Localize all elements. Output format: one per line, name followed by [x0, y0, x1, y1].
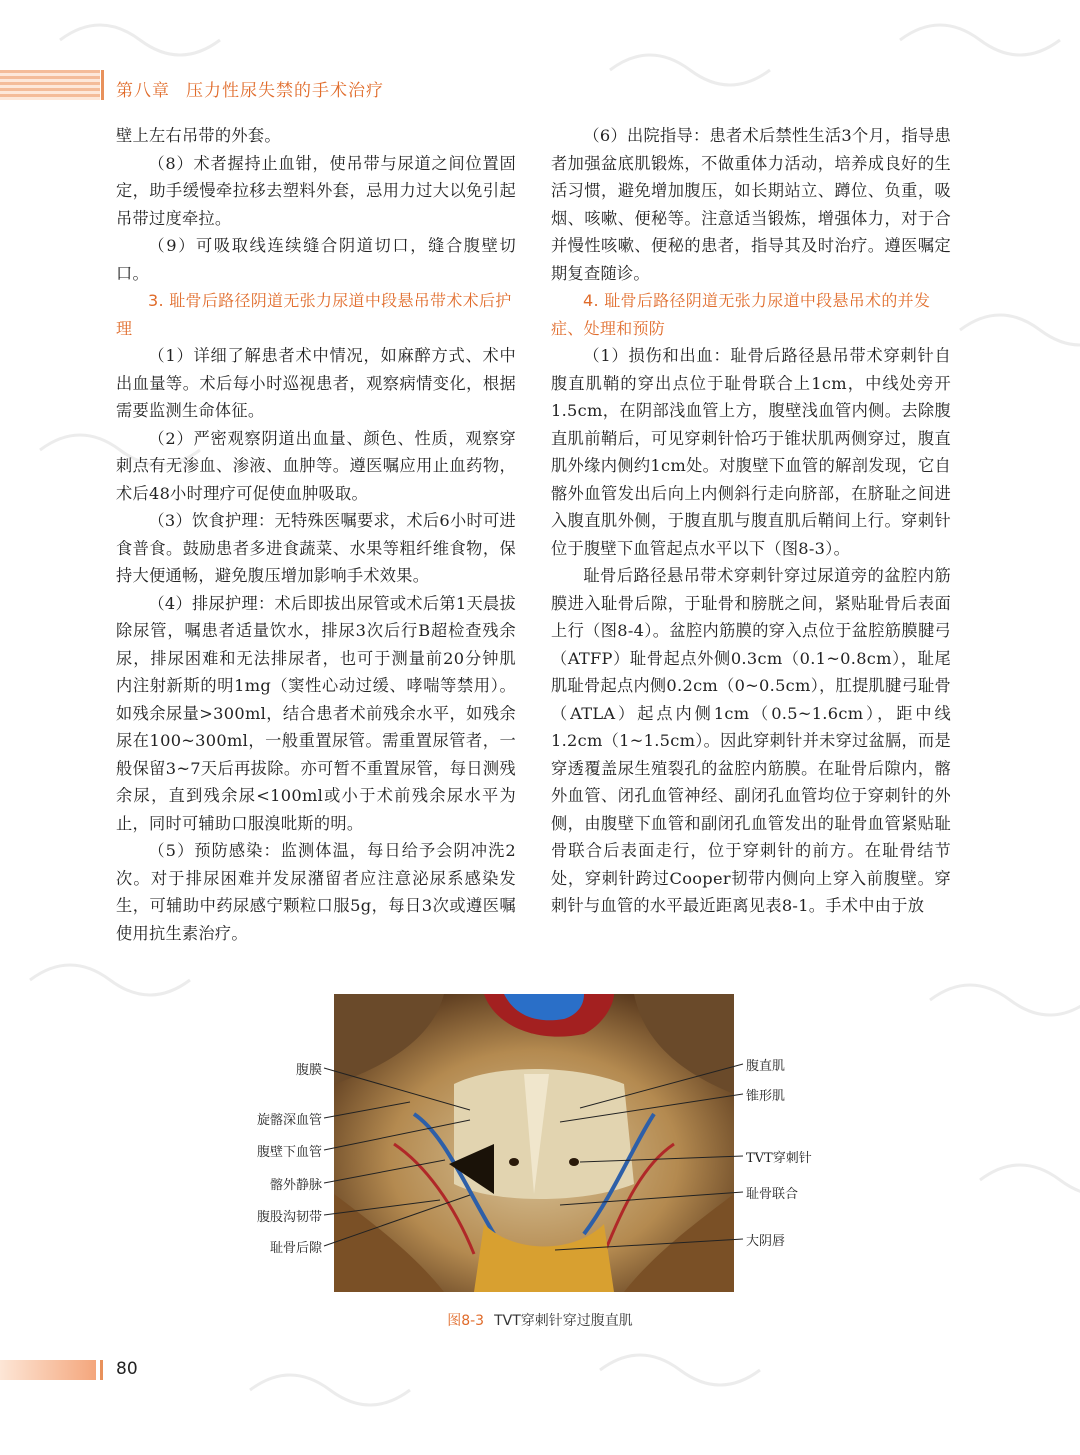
paragraph: 耻骨后路径悬吊带术穿刺针穿过尿道旁的盆腔内筋膜进入耻骨后隙，于耻骨和膀胱之间，紧贴耻骨后表面上行（图8-4）。盆腔内筋膜的穿入点位于盆腔筋膜腱弓（ATFP）耻骨起点外侧0.3cm（0.1~0.8cm），耻尾肌耻骨起点内侧0.2cm（0~0.5cm），肛提肌腱弓耻骨（ATLA）起点内侧1cm（0.5~1.6cm），距中线1.2cm（1~1.5cm）。因此穿刺针并未穿过盆膈，而是穿透覆盖尿生殖裂孔的盆腔内筋膜。在耻骨后隙内，髂外血管、闭孔血管神经、副闭孔血管均位于穿刺针的外侧，由腹壁下血管和副闭孔血管发出的耻骨血管紧贴耻骨联合后表面走行，位于穿刺针的前方。在耻骨结节处，穿刺针跨过Cooper韧带内侧向上穿入前腹壁。穿刺针与血管的水平最近距离见表8-1。手术中由于放: [551, 566, 951, 915]
figure-label-labium-majus: 大阴唇: [746, 1234, 786, 1249]
paragraph: 壁上左右吊带的外套。: [116, 126, 281, 145]
chapter-title: 压力性尿失禁的手术治疗: [186, 81, 384, 101]
figure-label-tvt-needle: TVT穿刺针: [746, 1151, 812, 1166]
paragraph: （8）术者握持止血钳，使吊带与尿道之间位置固定，助手缓慢牵拉移去塑料外套，忌用力过大以免引起吊带过度牵拉。: [116, 153, 516, 228]
paragraph: （6）出院指导：患者术后禁性生活3个月，指导患者加强盆底肌锻炼，不做重体力活动，培养成良好的生活习惯，避免增加腹压，如长期站立、蹲位、负重，吸烟、咳嗽、便秘等。注意适当锻炼，增强体力，对于合并慢性咳嗽、便秘的患者，指导其及时治疗。遵医嘱定期复查随诊。: [551, 126, 951, 283]
footer-decoration: [0, 1360, 96, 1380]
figure-label-inferior-epigastric-vessels: 腹壁下血管: [256, 1145, 322, 1160]
page-number: 80: [116, 1359, 138, 1379]
figure-label-pubic-symphysis: 耻骨联合: [746, 1187, 799, 1202]
figure-label-inguinal-ligament: 腹股沟韧带: [256, 1210, 322, 1225]
paragraph: （5）预防感染：监测体温，每日给予会阴冲洗2次。对于排尿困难并发尿潴留者应注意泌尿系感染发生，可辅助中药尿感宁颗粒口服5g，每日3次或遵医嘱使用抗生素治疗。: [116, 841, 516, 943]
footer-divider: [100, 1360, 103, 1380]
section-heading: 3. 耻骨后路径阴道无张力尿道中段悬吊带术术后护理: [116, 291, 512, 338]
paragraph: （4）排尿护理：术后即拔出尿管或术后第1天晨拔除尿管，嘱患者适量饮水，排尿3次后行B超检查残余尿，排尿困难和无法排尿者，也可于测量前20分钟肌内注射新斯的明1mg（窦性心动过缓、哮喘等禁用）。如残余尿量>300ml，结合患者术前残余水平，如残余尿在100~300ml，一般重置尿管。需重置尿管者，一般保留3~7天后再拔除。亦可暂不重置尿管，每日测残余尿，直到残余尿<100ml或小于术前残余尿水平为止，同时可辅助口服溴吡斯的明。: [116, 593, 516, 833]
paragraph: （9）可吸取线连续缝合阴道切口，缝合腹壁切口。: [116, 236, 516, 283]
figure-caption: [0, 1310, 1080, 1330]
figure-label-pyramidalis: 锥形肌: [746, 1089, 786, 1104]
section-heading: 4. 耻骨后路径阴道无张力尿道中段悬吊术的并发症、处理和预防: [551, 291, 931, 338]
figure-label-retropubic-space: 耻骨后隙: [269, 1241, 322, 1256]
paragraph: （2）严密观察阴道出血量、颜色、性质，观察穿刺点有无渗血、渗液、血肿等。遵医嘱应用止血药物，术后48小时理疗可促使血肿吸取。: [116, 428, 516, 503]
figure-label-deep-circumflex-iliac-vessels: 旋髂深血管: [256, 1113, 322, 1128]
figure-label-peritoneum: 腹膜: [295, 1063, 322, 1078]
paragraph: （1）损伤和出血：耻骨后路径悬吊带术穿刺针自腹直肌鞘的穿出点位于耻骨联合上1cm，中线处旁开1.5cm，在阴部浅血管上方，腹壁浅血管内侧。去除腹直肌前鞘后，可见穿刺针恰巧于锥状肌两侧穿过，腹直肌外缘内侧约1cm处。对腹壁下血管的解剖发现，它自髂外血管发出后向上内侧斜行走向脐部，在脐耻之间进入腹直肌外侧，于腹直肌与腹直肌后鞘间上行。穿刺针位于腹壁下血管起点水平以下（图8-3）。: [551, 346, 951, 558]
paragraph: （3）饮食护理：无特殊医嘱要求，术后6小时可进食普食。鼓励患者多进食蔬菜、水果等粗纤维食物，保持大便通畅，避免腹压增加影响手术效果。: [116, 511, 516, 585]
figure-label-rectus-abdominis: 腹直肌: [746, 1059, 786, 1074]
figure-caption-text: TVT穿刺针穿过腹直肌: [494, 1313, 633, 1329]
figure-label-external-iliac-vein: 髂外静脉: [269, 1178, 322, 1193]
paragraph: （1）详细了解患者术中情况，如麻醉方式、术中出血量等。术后每小时巡视患者，观察病情变化，根据需要监测生命体征。: [116, 346, 516, 420]
chapter-number: 第八章: [116, 81, 170, 101]
figure-number: 图8-3: [447, 1313, 485, 1329]
